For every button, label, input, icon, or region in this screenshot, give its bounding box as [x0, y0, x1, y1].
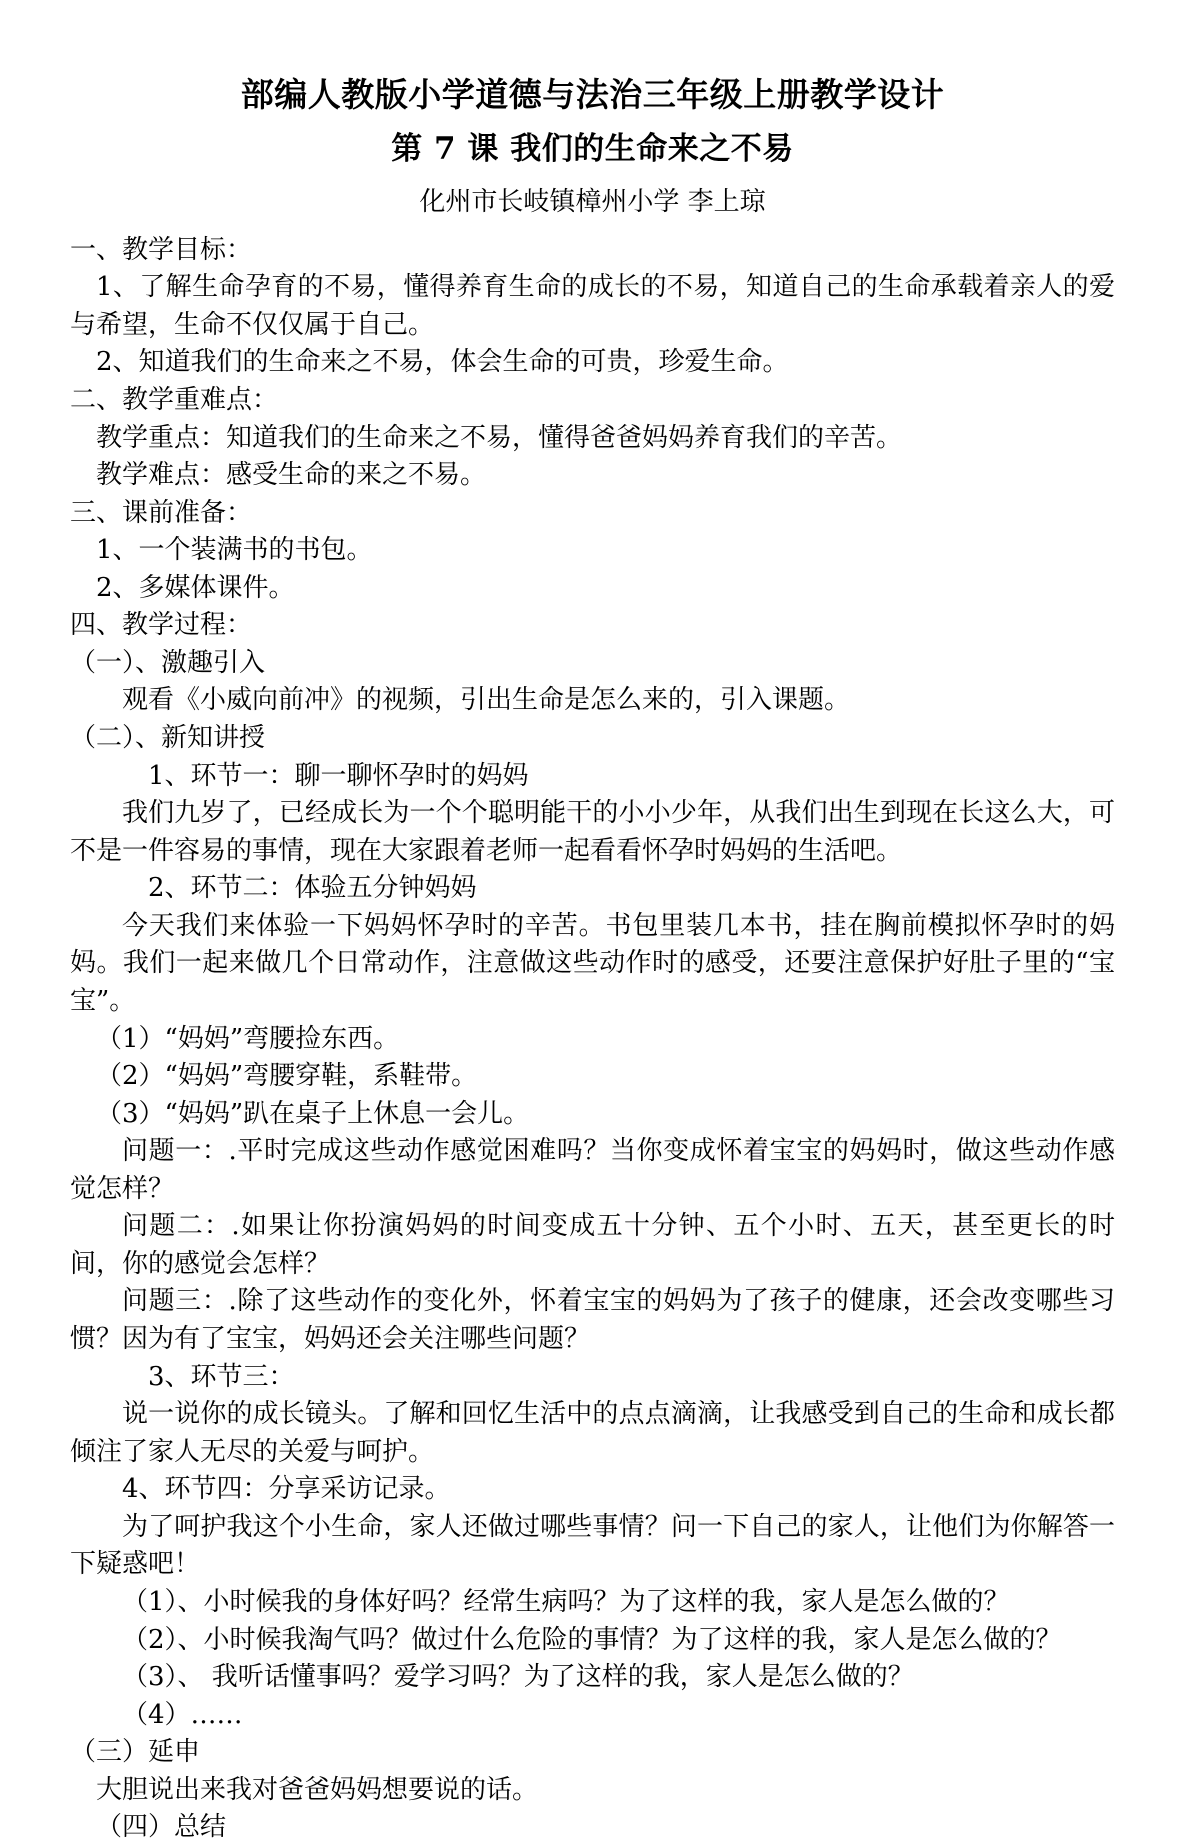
step-one-body: 我们九岁了，已经成长为一个个聪明能干的小小少年，从我们出生到现在长这么大，可不是一件容易的事情，现在大家跟着老师一起看看怀孕时妈妈的生活吧。 — [70, 798, 1115, 866]
section-heading-preparation: 三、课前准备： — [70, 497, 253, 528]
step-four-body: 为了呵护我这个小生命，家人还做过哪些事情？问一下自己的家人，让他们为你解答一下疑惑吧！ — [70, 1511, 1115, 1580]
interview-item-4: （4）…… — [122, 1699, 243, 1730]
step-two-body: 今天我们来体验一下妈妈怀孕时的辛苦。书包里装几本书，挂在胸前模拟怀孕时的妈妈。我们一起来做几个日常动作，注意做这些动作时的感受，还要注意保护好肚子里的“宝宝”。 — [70, 910, 1115, 1016]
step-two-label: 2、环节二：体验五分钟妈妈 — [148, 873, 477, 904]
question-item-3: 问题三：.除了这些动作的变化外，怀着宝宝的妈妈为了孩子的健康，还会改变哪些习惯？因为有了宝宝，妈妈还会关注哪些问题？ — [70, 1286, 1115, 1355]
interview-item-3: （3）、 我听话懂事吗？爱学习吗？为了这样的我，家人是怎么做的？ — [122, 1662, 914, 1693]
process-part-three-body: 大胆说出来我对爸爸妈妈想要说的话。 — [96, 1774, 539, 1805]
step-three-label: 3、环节三： — [148, 1361, 295, 1392]
objective-item-2: 2、知道我们的生命来之不易，体会生命的可贵，珍爱生命。 — [96, 347, 789, 378]
section-heading-objectives: 一、教学目标： — [70, 234, 253, 265]
interview-item-1: （1）、小时候我的身体好吗？经常生病吗？为了这样的我，家人是怎么做的？ — [122, 1586, 1010, 1617]
step-one-label: 1、环节一：聊一聊怀孕时的妈妈 — [148, 760, 529, 791]
section-heading-key-points: 二、教学重难点： — [70, 384, 279, 415]
process-part-one-heading: （一）、激趣引入 — [70, 647, 266, 678]
interview-item-2: （2）、小时候我淘气吗？做过什么危险的事情？为了这样的我，家人是怎么做的？ — [122, 1624, 1062, 1655]
process-part-four-heading: （四）总结 — [96, 1812, 227, 1843]
objective-item-1: 1、了解生命孕育的不易，懂得养育生命的成长的不易，知道自己的生命承载着亲人的爱与希望，生命不仅仅属于自己。 — [70, 272, 1115, 340]
page-subtitle: 第 7 课 我们的生命来之不易 — [391, 131, 794, 168]
key-point-difficulty: 教学难点：感受生命的来之不易。 — [96, 460, 487, 491]
preparation-item-1: 1、一个装满书的书包。 — [96, 535, 373, 566]
document-content — [70, 0, 1115, 1847]
section-heading-process: 四、教学过程： — [70, 610, 253, 641]
page-title: 部编人教版小学道德与法治三年级上册教学设计 — [240, 75, 945, 114]
action-item-1: （1）“妈妈”弯腰捡东西。 — [96, 1023, 400, 1054]
action-item-3: （3）“妈妈”趴在桌子上休息一会儿。 — [96, 1098, 530, 1129]
process-part-two-heading: （二）、新知讲授 — [70, 723, 266, 754]
author-byline: 化州市长岐镇樟州小学 李上琼 — [419, 186, 766, 217]
question-item-2: 问题二：.如果让你扮演妈妈的时间变成五十分钟、五个小时、五天，甚至更长的时间，你的感觉会怎样？ — [70, 1211, 1115, 1279]
question-item-1: 问题一：.平时完成这些动作感觉困难吗？当你变成怀着宝宝的妈妈时，做这些动作感觉怎样？ — [70, 1136, 1115, 1204]
document-body — [70, 220, 1115, 1847]
preparation-item-2: 2、多媒体课件。 — [96, 572, 295, 603]
process-part-one-body: 观看《小威向前冲》的视频，引出生命是怎么来的，引入课题。 — [122, 685, 851, 716]
key-point-focus: 教学重点：知道我们的生命来之不易，懂得爸爸妈妈养育我们的辛苦。 — [96, 422, 903, 453]
process-part-three-heading: （三）延申 — [70, 1737, 201, 1768]
action-item-2: （2）“妈妈”弯腰穿鞋，系鞋带。 — [96, 1061, 478, 1092]
step-four-label: 4、环节四：分享采访记录。 — [122, 1474, 451, 1505]
step-three-body: 说一说你的成长镜头。了解和回忆生活中的点点滴滴，让我感受到自己的生命和成长都倾注了家人无尽的关爱与呵护。 — [70, 1399, 1115, 1467]
